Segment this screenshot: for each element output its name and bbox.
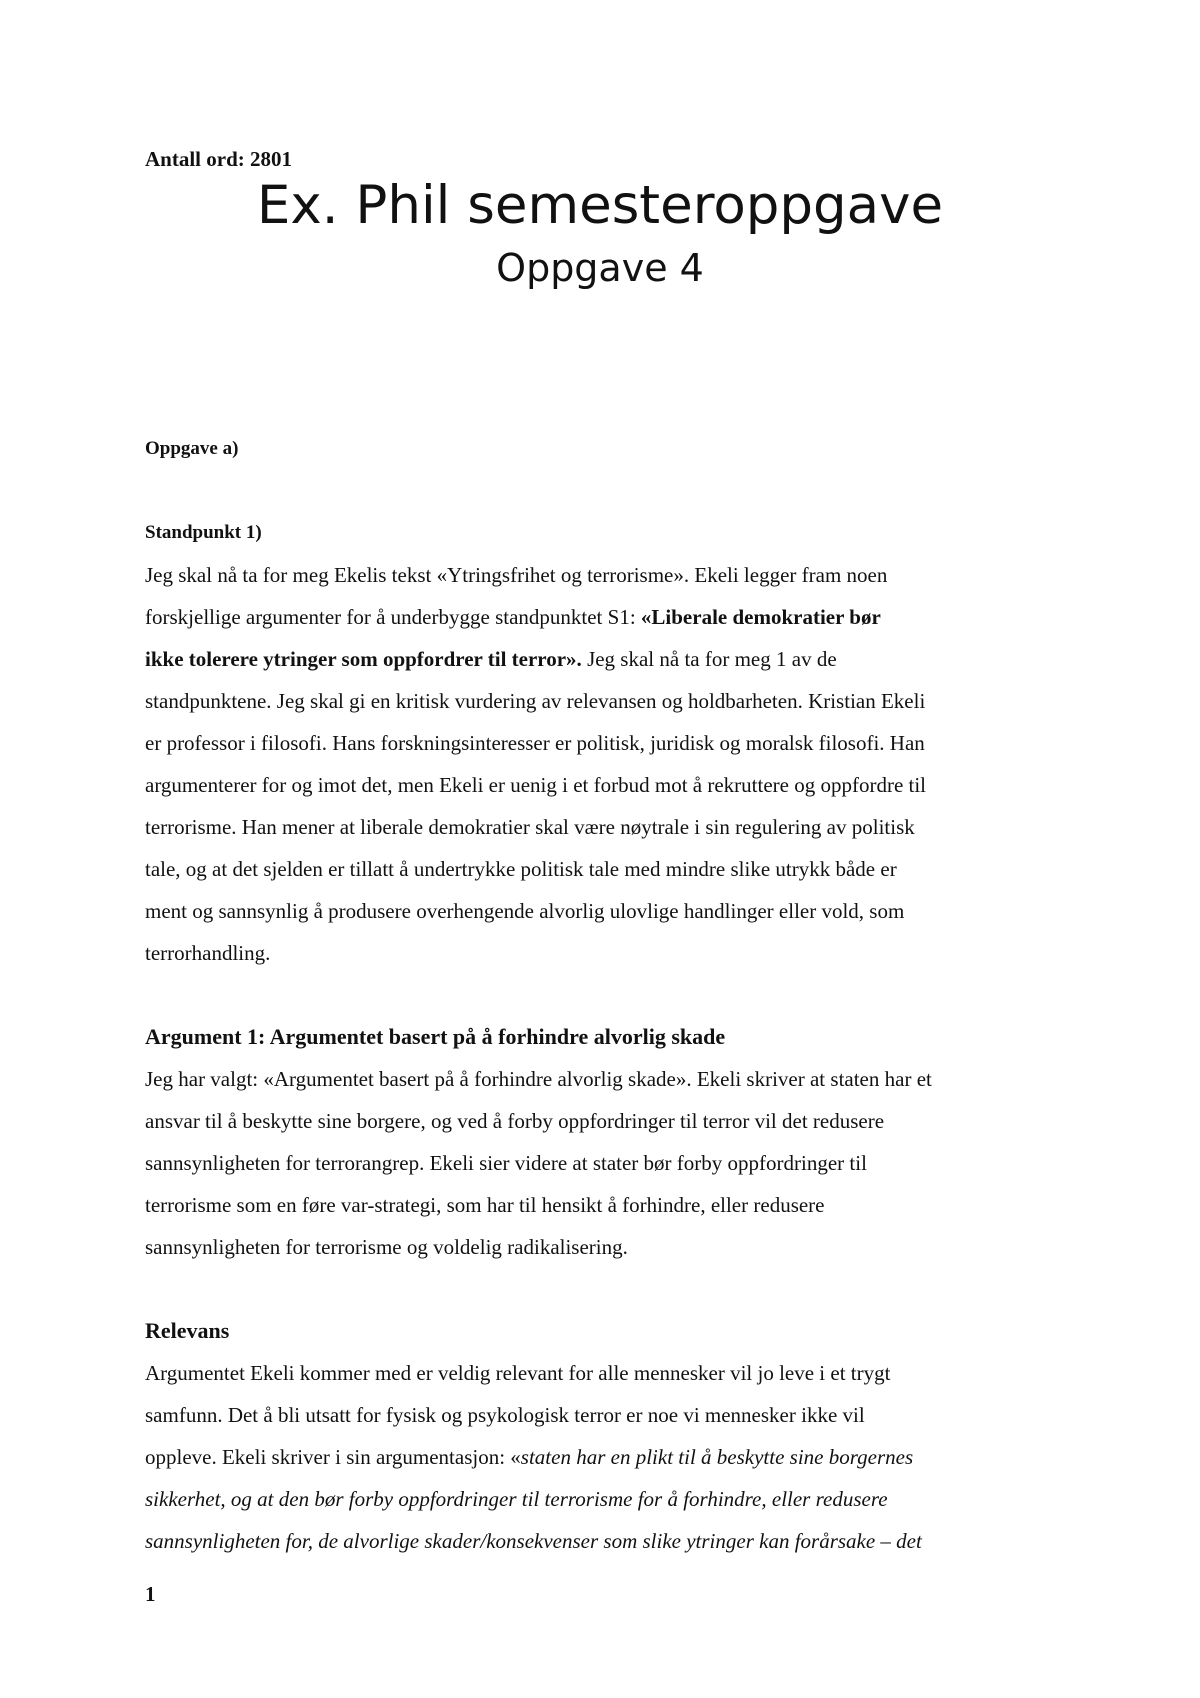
document-body — [145, 428, 1065, 1562]
paragraph-line: terrorhandling. — [145, 941, 271, 965]
paragraph-line: tale, og at det sjelden er tillatt å undertrykke politisk tale med mindre slike utrykk både er — [145, 857, 897, 881]
paragraph-line: sannsynligheten for terrorangrep. Ekeli sier videre at stater bør forby oppfordringer til — [145, 1151, 867, 1175]
page-number: 1 — [145, 1582, 156, 1606]
spacer — [145, 470, 1065, 512]
spacer — [145, 974, 1065, 1016]
paragraph-line: terrorisme. Han mener at liberale demokratier skal være nøytrale i sin regulering av politisk — [145, 815, 915, 839]
paragraph-line: samfunn. Det å bli utsatt for fysisk og psykologisk terror er noe vi mennesker ikke vil — [145, 1403, 865, 1427]
standpoint-quote: «Liberale demokratier bør — [640, 605, 881, 629]
relevans-paragraph — [145, 1352, 1065, 1562]
paragraph-line: Jeg har valgt: «Argumentet basert på å forhindre alvorlig skade». Ekeli skriver at staten har et — [145, 1067, 932, 1091]
paragraph-line — [145, 1436, 1065, 1478]
paragraph-line — [145, 638, 1065, 680]
argument-1-heading: Argument 1: Argumentet basert på å forhindre alvorlig skade — [145, 1024, 726, 1049]
paragraph-line: Argumentet Ekeli kommer med er veldig relevant for alle mennesker vil jo leve i et trygt — [145, 1361, 891, 1385]
line-text: forskjellige argumenter for å underbygge standpunktet S1: — [145, 605, 641, 629]
paragraph-line: ment og sannsynlig å produsere overhengende alvorlig ulovlige handlinger eller vold, som — [145, 899, 905, 923]
standpunkt-heading: Standpunkt 1) — [145, 522, 262, 543]
paragraph-line: argumenterer for og imot det, men Ekeli er uenig i et forbud mot å rekruttere og oppfordre til — [145, 773, 927, 797]
word-count: Antall ord: 2801 — [145, 147, 292, 171]
paragraph-line: er professor i filosofi. Hans forskningsinteresser er politisk, juridisk og moralsk filosofi. Han — [145, 731, 925, 755]
quoted-line: sannsynligheten for, de alvorlige skader/konsekvenser som slike ytringer kan forårsake – det — [145, 1529, 922, 1553]
paragraph-line: standpunktene. Jeg skal gi en kritisk vurdering av relevansen og holdbarheten. Kristian Ekeli — [145, 689, 926, 713]
standpunkt-paragraph — [145, 554, 1065, 974]
paragraph-line — [145, 596, 1065, 638]
line-text: oppleve. Ekeli skriver i sin argumentasjon: « — [145, 1445, 521, 1469]
relevans-heading: Relevans — [145, 1318, 230, 1343]
spacer — [145, 1268, 1065, 1310]
paragraph-line: terrorisme som en føre var-strategi, som har til hensikt å forhindre, eller redusere — [145, 1193, 825, 1217]
quoted-line: sikkerhet, og at den bør forby oppfordringer til terrorisme for å forhindre, eller redusere — [145, 1487, 888, 1511]
argument-1-paragraph — [145, 1058, 1065, 1268]
quoted-text: staten har en plikt til å beskytte sine borgernes — [520, 1445, 914, 1469]
line-text: Jeg skal nå ta for meg 1 av de — [581, 647, 837, 671]
section-heading-oppgave-a: Oppgave a) — [145, 438, 239, 459]
standpoint-quote: ikke tolerere ytringer som oppfordrer til terror». — [145, 647, 582, 671]
paragraph-line: Jeg skal nå ta for meg Ekelis tekst «Ytringsfrihet og terrorisme». Ekeli legger fram noen — [145, 563, 888, 587]
document-title: Ex. Phil semesteroppgave — [256, 175, 944, 236]
paragraph-line: sannsynligheten for terrorisme og voldelig radikalisering. — [145, 1235, 628, 1259]
paragraph-line: ansvar til å beskytte sine borgere, og ved å forby oppfordringer til terror vil det redusere — [145, 1109, 885, 1133]
document-subtitle: Oppgave 4 — [496, 246, 704, 290]
